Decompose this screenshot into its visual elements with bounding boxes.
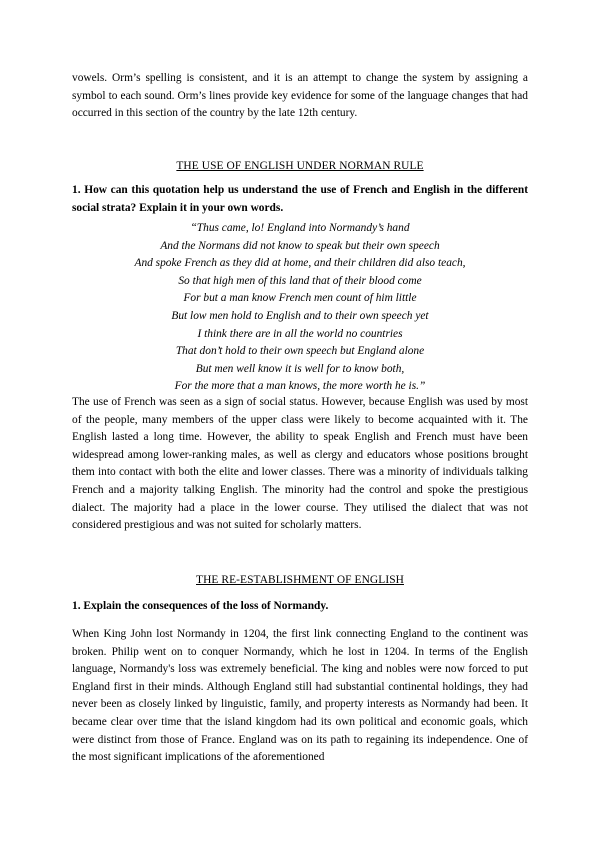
question-loss-of-normandy: 1. Explain the consequences of the loss of Normandy. (72, 600, 329, 612)
poem-line: For but a man know French men count of him little (183, 292, 417, 305)
answer-paragraph-social-strata: The use of French was seen as a sign of social status. However, because English was used by most of the people, many members of the upper class were likely to become acquainted with it. The English lasted a long time. However, the ability to speak English and French must have been widespread among lower-ranking males, as well as clergy and educators whose positions brought them into contact with both the elite and lower classes. There was a minority of individuals talking French and a majority talking English. The minority had the control and spoke the prestigious dialect. The majority had a place in the lower course. They utilised the dialect that was not considered prestigious and was not suited for scholarly matters. (72, 396, 528, 532)
poem-line: And spoke French as they did at home, and their children did also teach, (134, 257, 466, 270)
poem-line: For the more that a man knows, the more worth he is.” (174, 380, 426, 393)
poem-line: And the Normans did not know to speak but their own speech (160, 239, 440, 252)
poem-line: But men well know it is well for to know both, (195, 362, 405, 375)
answer-paragraph-normandy: When King John lost Normandy in 1204, the first link connecting England to the continent was broken. Philip went on to conquer Normandy, which he lost in 1204. In terms of the English language, Normandy's loss was extremely beneficial. The king and nobles were now forced to put England first in their minds. Although England still had substantial continental holdings, they had never been as closely linked by linguistic, family, and property interests as Normandy had been. It became clear over time that the island kingdom had its own political and economic goals, which were distinct from those of France. England was on its path to regaining its independence. One of the most significant implications of the aforementioned (72, 628, 528, 764)
poem-line: I think there are in all the world no countries (197, 327, 403, 340)
section-heading-re-establishment: THE RE-ESTABLISHMENT OF ENGLISH (196, 574, 404, 586)
poem-line: That don’t hold to their own speech but England alone (175, 345, 425, 358)
poem-line: “Thus came, lo! England into Normandy’s hand (190, 222, 410, 234)
poem-line: But low men hold to English and to their own speech yet (171, 309, 429, 322)
intro-paragraph: vowels. Orm’s spelling is consistent, and it is an attempt to change the system by assigning a symbol to each sound. Orm’s lines provide key evidence for some of the language changes that had occurred in this section of the country by the late 12th century. (72, 72, 528, 120)
question-quotation: 1. How can this quotation help us understand the use of French and English in the different social strata? Explain it in your own words. (72, 184, 528, 214)
quotation-poem (72, 220, 528, 396)
poem-line: So that high men of this land that of their blood come (178, 274, 422, 287)
section-heading-norman-rule: THE USE OF ENGLISH UNDER NORMAN RULE (176, 160, 424, 172)
